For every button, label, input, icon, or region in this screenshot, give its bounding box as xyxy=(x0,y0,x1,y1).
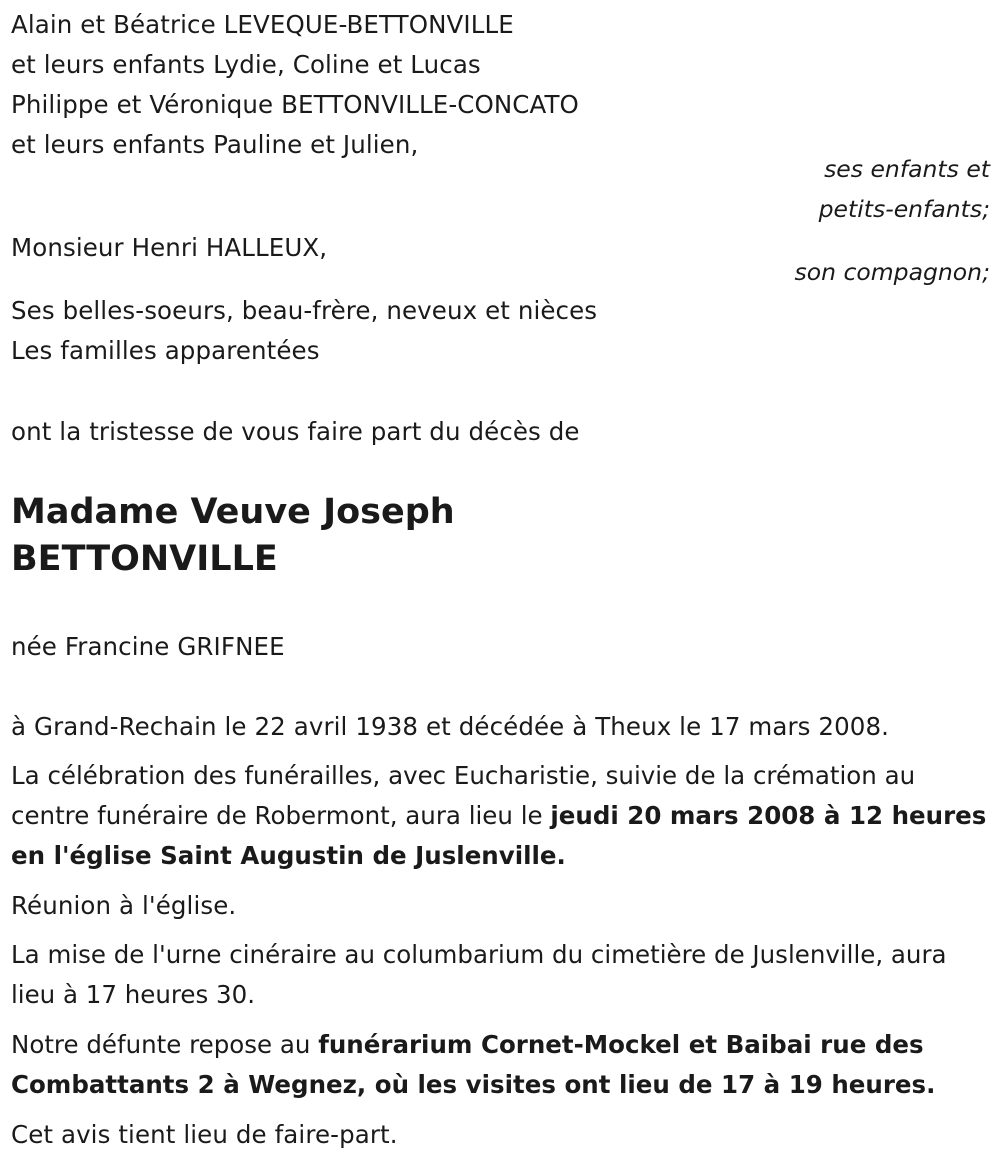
funeral-paragraph xyxy=(11,756,996,876)
companion-name: Monsieur Henri HALLEUX, xyxy=(11,233,328,262)
family-line-4: et leurs enfants Pauline et Julien, xyxy=(11,130,419,159)
relatives-line-2: Les familles apparentées xyxy=(11,336,320,365)
rest-text: Notre défunte repose au xyxy=(11,1030,319,1059)
announcement: ont la tristesse de vous faire part du décès de xyxy=(11,417,580,446)
rest-details: funérarium Cornet-Mockel et Baibai rue des Combattants 2 à Wegnez, où les visites ont lieu de 17 à 19 heures. xyxy=(11,1030,936,1099)
funeral-details: jeudi 20 mars 2008 à 12 heures en l'église Saint Augustin de Juslenville. xyxy=(11,801,987,870)
family-role-2: petits-enfants; xyxy=(818,195,990,223)
closing-note: Cet avis tient lieu de faire-part. xyxy=(11,1120,398,1149)
family-line-2: et leurs enfants Lydie, Coline et Lucas xyxy=(11,50,481,79)
urn-paragraph: La mise de l'urne cinéraire au columbarium du cimetière de Juslenville, aura lieu à 17 heures 30. xyxy=(11,940,947,1009)
life-dates: à Grand-Rechain le 22 avril 1938 et décédée à Theux le 17 mars 2008. xyxy=(11,712,890,741)
deceased-name-line-1: Madame Veuve Joseph xyxy=(11,492,455,532)
family-role-1: ses enfants et xyxy=(824,155,990,183)
companion-role: son compagnon; xyxy=(794,258,990,286)
family-line-3: Philippe et Véronique BETTONVILLE-CONCATO xyxy=(11,90,579,119)
birth-name: née Francine GRIFNEE xyxy=(11,632,285,661)
family-line-1: Alain et Béatrice LEVEQUE-BETTONVILLE xyxy=(11,10,514,39)
relatives-line-1: Ses belles-soeurs, beau-frère, neveux et nièces xyxy=(11,296,598,325)
funeral-text: La célébration des funérailles, avec Eucharistie, suivie de la crémation au centre funéraire de Robermont, aura lieu le xyxy=(11,761,916,830)
rest-paragraph xyxy=(11,1025,996,1105)
meeting-note: Réunion à l'église. xyxy=(11,891,237,920)
deceased-name-line-2: BETTONVILLE xyxy=(11,539,278,579)
